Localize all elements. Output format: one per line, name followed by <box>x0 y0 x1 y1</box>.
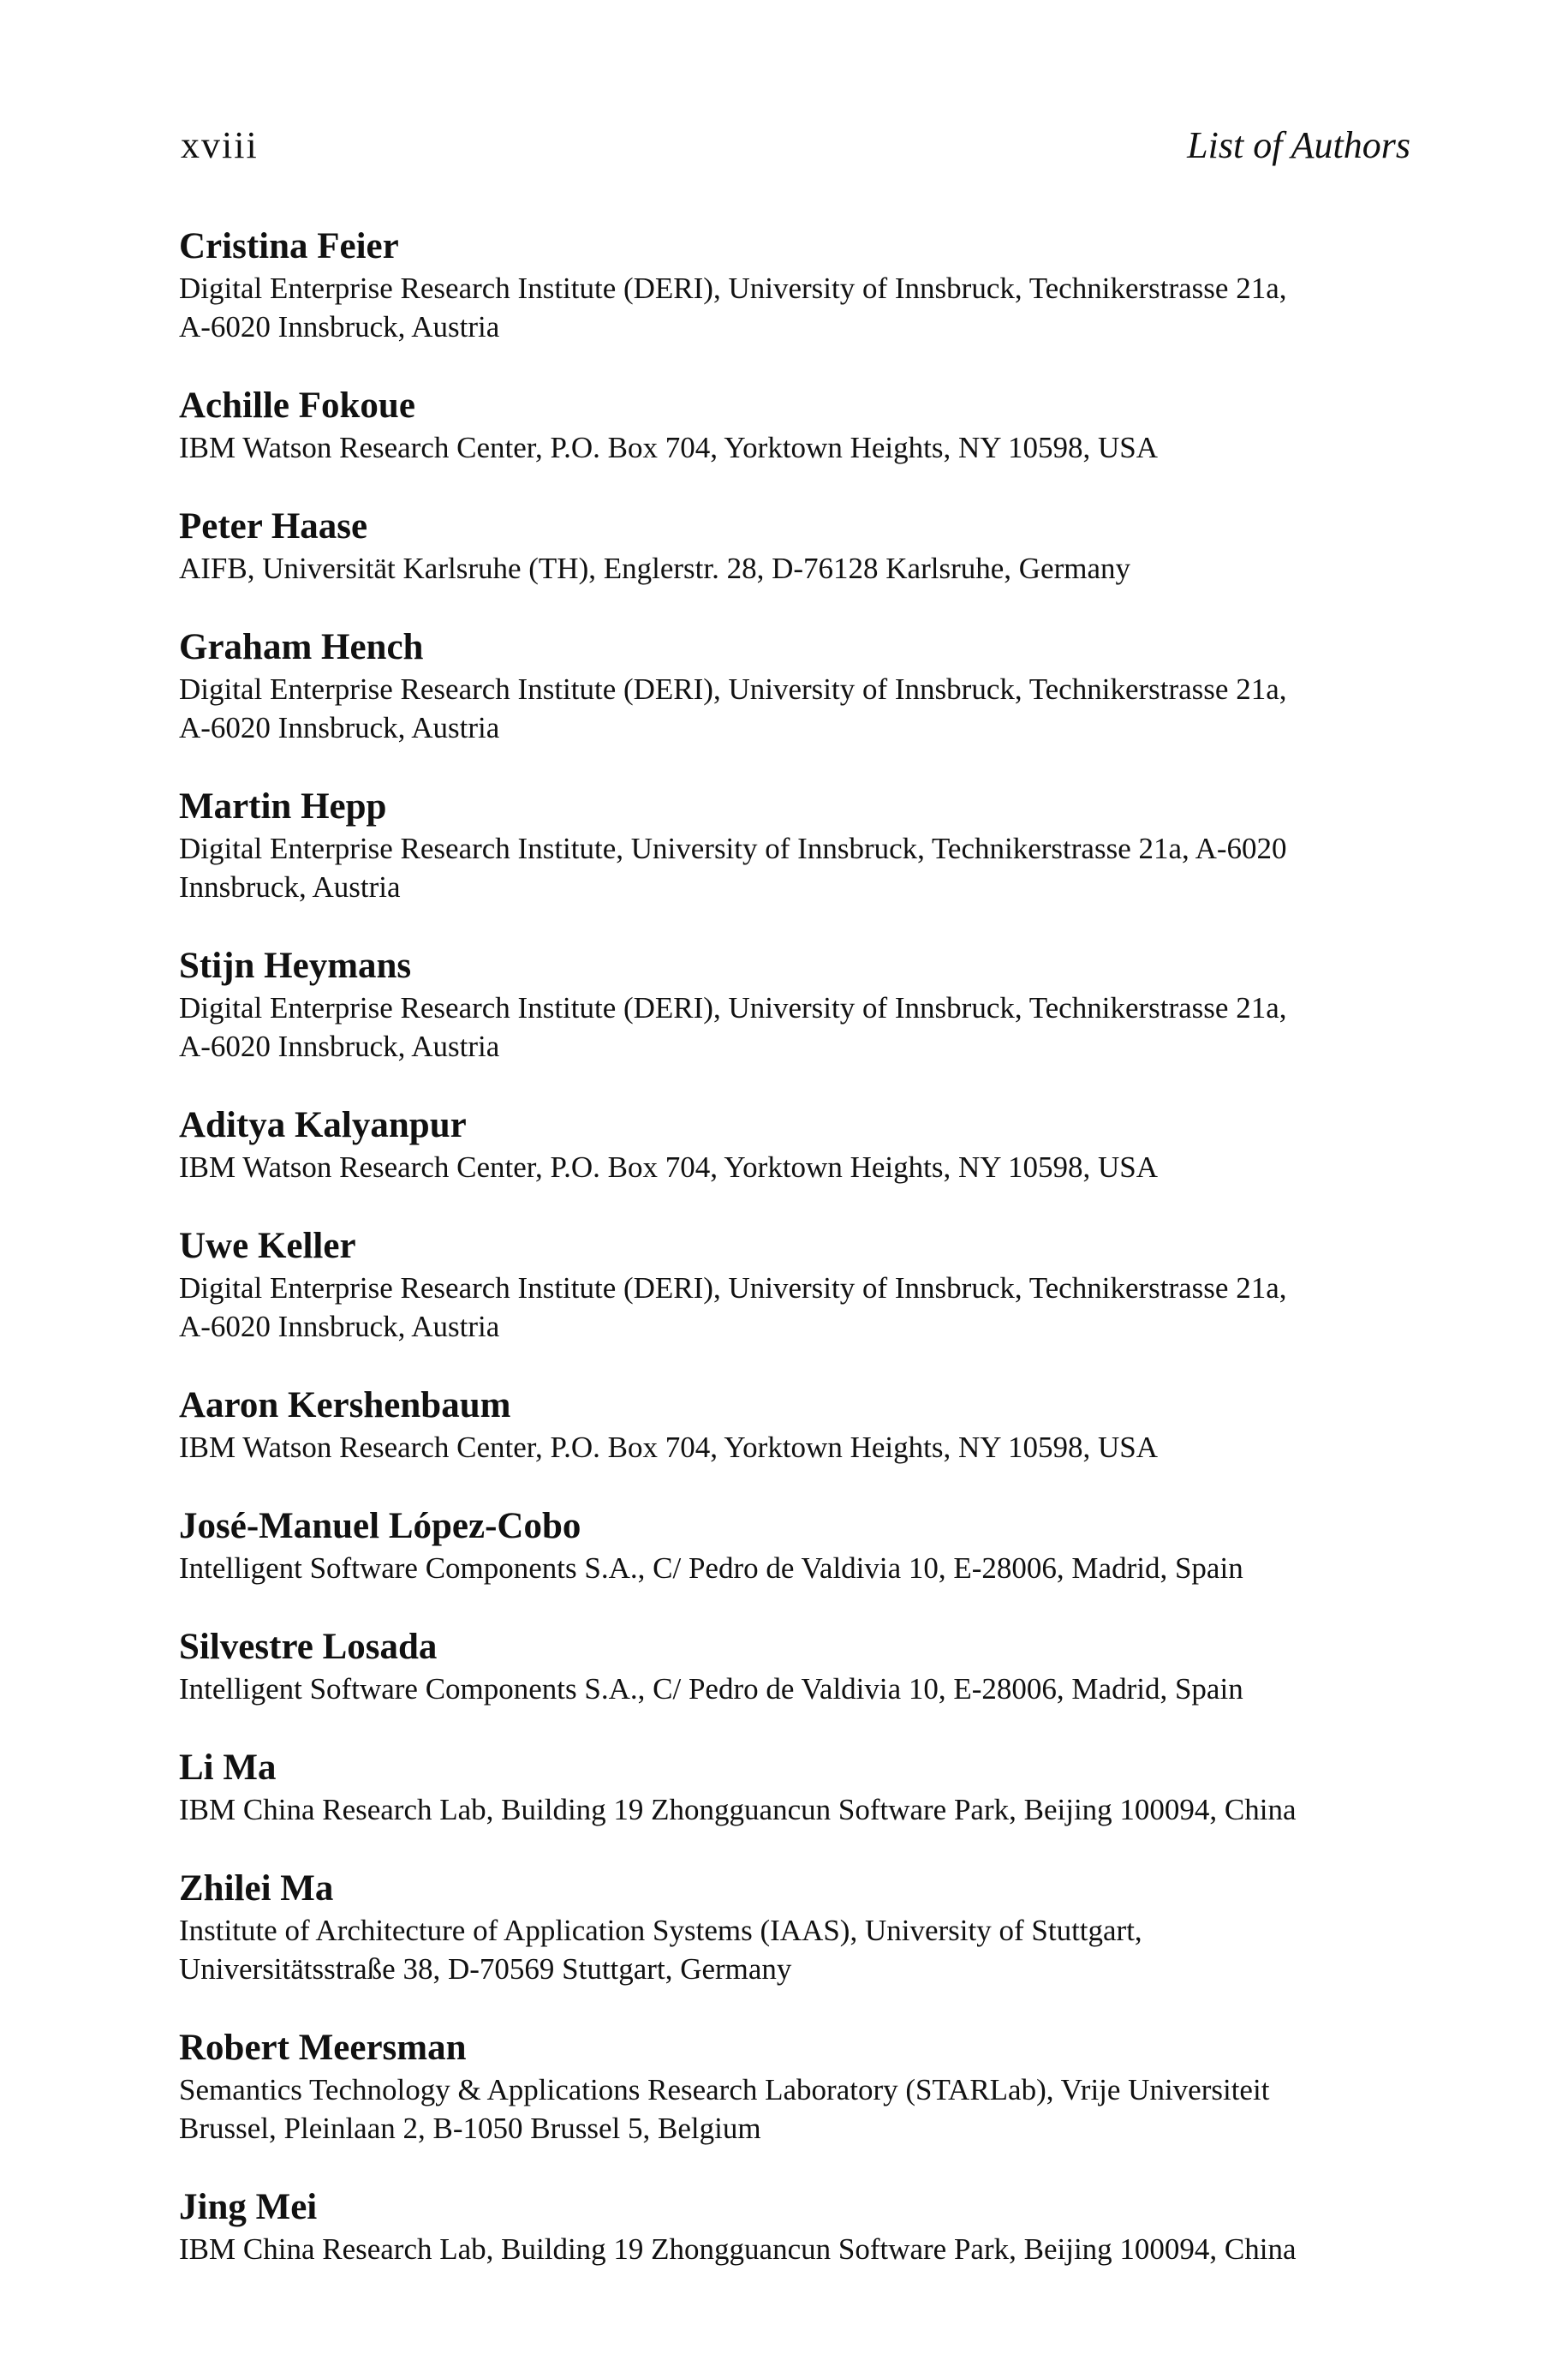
author-entry <box>179 2185 1429 2268</box>
author-name: Stijn Heymans <box>179 946 412 986</box>
author-entry <box>179 1224 1429 1346</box>
author-name: Silvestre Losada <box>179 1627 438 1667</box>
author-affiliation-line: Digital Enterprise Research Institute, University of Innsbruck, Technikerstrasse 21a, A-6020 <box>179 832 1287 865</box>
author-name: José-Manuel López-Cobo <box>179 1506 581 1546</box>
author-entry <box>179 1504 1429 1587</box>
author-name: Peter Haase <box>179 506 368 547</box>
author-list <box>179 224 1429 2306</box>
author-name: Uwe Keller <box>179 1226 356 1266</box>
author-entry <box>179 1746 1429 1829</box>
author-affiliation-line: IBM Watson Research Center, P.O. Box 704, Yorktown Heights, NY 10598, USA <box>179 1431 1158 1464</box>
author-name: Zhilei Ma <box>179 1868 334 1909</box>
author-name: Li Ma <box>179 1748 277 1788</box>
author-name: Aditya Kalyanpur <box>179 1105 467 1145</box>
author-affiliation-line: Digital Enterprise Research Institute (DERI), University of Innsbruck, Technikerstrasse 21a, <box>179 272 1287 305</box>
author-name: Jing Mei <box>179 2187 318 2227</box>
author-name: Martin Hepp <box>179 786 387 827</box>
author-entry <box>179 625 1429 747</box>
author-affiliation-line: IBM China Research Lab, Building 19 Zhongguancun Software Park, Beijing 100094, China <box>179 2232 1297 2266</box>
author-affiliation-line: IBM Watson Research Center, P.O. Box 704, Yorktown Heights, NY 10598, USA <box>179 431 1158 464</box>
author-entry <box>179 785 1429 906</box>
author-entry <box>179 1625 1429 1708</box>
author-affiliation-line: IBM China Research Lab, Building 19 Zhongguancun Software Park, Beijing 100094, China <box>179 1793 1297 1826</box>
author-name: Achille Fokoue <box>179 385 415 426</box>
author-affiliation-line: AIFB, Universität Karlsruhe (TH), Englerstr. 28, D-76128 Karlsruhe, Germany <box>179 552 1130 585</box>
author-affiliation-line: A-6020 Innsbruck, Austria <box>179 1030 500 1063</box>
author-affiliation-line: Institute of Architecture of Application Systems (IAAS), University of Stuttgart, <box>179 1914 1142 1947</box>
running-title: List of Authors <box>1187 124 1410 166</box>
author-affiliation-line: Digital Enterprise Research Institute (DERI), University of Innsbruck, Technikerstrasse 21a, <box>179 1271 1287 1305</box>
author-affiliation-line: IBM Watson Research Center, P.O. Box 704, Yorktown Heights, NY 10598, USA <box>179 1150 1158 1184</box>
author-entry <box>179 1867 1429 1988</box>
author-entry <box>179 505 1429 588</box>
author-affiliation-line: Intelligent Software Components S.A., C/ Pedro de Valdivia 10, E-28006, Madrid, Spain <box>179 1672 1243 1706</box>
author-name: Graham Hench <box>179 627 424 667</box>
author-affiliation-line: Intelligent Software Components S.A., C/ Pedro de Valdivia 10, E-28006, Madrid, Spain <box>179 1551 1243 1585</box>
author-entry <box>179 224 1429 346</box>
author-entry <box>179 1383 1429 1467</box>
author-affiliation-line: Brussel, Pleinlaan 2, B-1050 Brussel 5, Belgium <box>179 2112 761 2145</box>
author-affiliation-line: Digital Enterprise Research Institute (DERI), University of Innsbruck, Technikerstrasse 21a, <box>179 672 1287 706</box>
author-name: Cristina Feier <box>179 226 399 266</box>
page-number: xviii <box>181 124 259 166</box>
author-name: Aaron Kershenbaum <box>179 1385 511 1425</box>
author-affiliation-line: Digital Enterprise Research Institute (DERI), University of Innsbruck, Technikerstrasse 21a, <box>179 991 1287 1025</box>
author-affiliation-line: Innsbruck, Austria <box>179 870 401 904</box>
author-affiliation-line: A-6020 Innsbruck, Austria <box>179 310 500 344</box>
author-entry <box>179 944 1429 1066</box>
author-entry <box>179 1103 1429 1186</box>
author-name: Robert Meersman <box>179 2028 467 2068</box>
author-affiliation-line: A-6020 Innsbruck, Austria <box>179 1310 500 1343</box>
author-affiliation-line: Semantics Technology & Applications Research Laboratory (STARLab), Vrije Universiteit <box>179 2073 1270 2106</box>
author-entry <box>179 384 1429 467</box>
author-affiliation-line: Universitätsstraße 38, D-70569 Stuttgart, Germany <box>179 1952 792 1986</box>
author-entry <box>179 2026 1429 2148</box>
author-affiliation-line: A-6020 Innsbruck, Austria <box>179 711 500 744</box>
